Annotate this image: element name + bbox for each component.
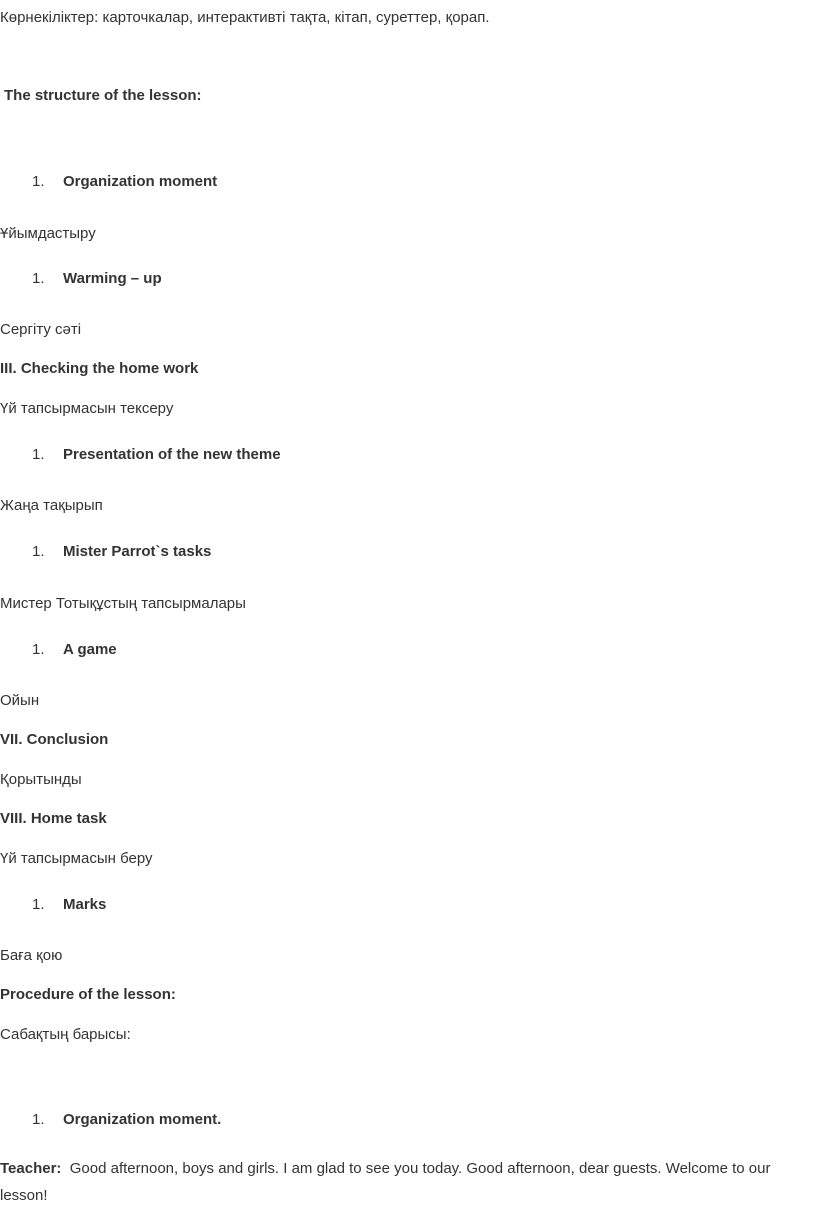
list-number: 1. [32,173,45,190]
list-item-translation: Сергіту сәті [0,321,82,338]
list-item-translation: Жаңа тақырып [0,497,103,514]
list-item-translation: Ойын [0,692,40,709]
list-item-title: VIII. Home task [0,810,107,827]
list-number: 1. [32,543,45,560]
teacher-paragraph [0,1155,812,1209]
procedure-heading: Procedure of the lesson: [0,986,176,1003]
teacher-label: Teacher: [0,1160,62,1177]
teacher-text: Good afternoon, boys and girls. I am glad to see you today. Good afternoon, dear guests. Welcome to our lesson! [0,1160,771,1204]
list-item-title: Presentation of the new theme [63,446,281,463]
list-item-translation: Баға қою [0,947,63,964]
list-item-title: Marks [63,896,107,913]
list-number: 1. [32,446,45,463]
list-number: 1. [32,641,45,658]
structure-heading: The structure of the lesson: [4,87,202,104]
list-item-translation: Қорытынды [0,771,82,788]
procedure-translation: Сабақтың барысы: [0,1026,131,1043]
list-item-translation: Ұйымдастыру [0,225,96,242]
list-item-translation: Үй тапсырмасын тексеру [0,400,174,417]
list-item-title: Organization moment [63,173,218,190]
list-number: 1. [32,270,45,287]
list-item-title: Mister Parrot`s tasks [63,543,212,560]
visual-aids-text: Көрнекіліктер: карточкалар, интерактивті тақта, кітап, суреттер, қорап. [0,9,490,26]
list-item-translation: Мистер Тотықұстың тапсырмалары [0,595,246,612]
list-item-title: Organization moment. [63,1111,222,1128]
list-item-title: VII. Conclusion [0,731,109,748]
list-item-translation: Үй тапсырмасын беру [0,850,153,867]
list-item-title: III. Checking the home work [0,360,199,377]
list-item-title: Warming – up [63,270,162,287]
list-item-title: A game [63,641,117,658]
list-number: 1. [32,1111,45,1128]
list-number: 1. [32,896,45,913]
